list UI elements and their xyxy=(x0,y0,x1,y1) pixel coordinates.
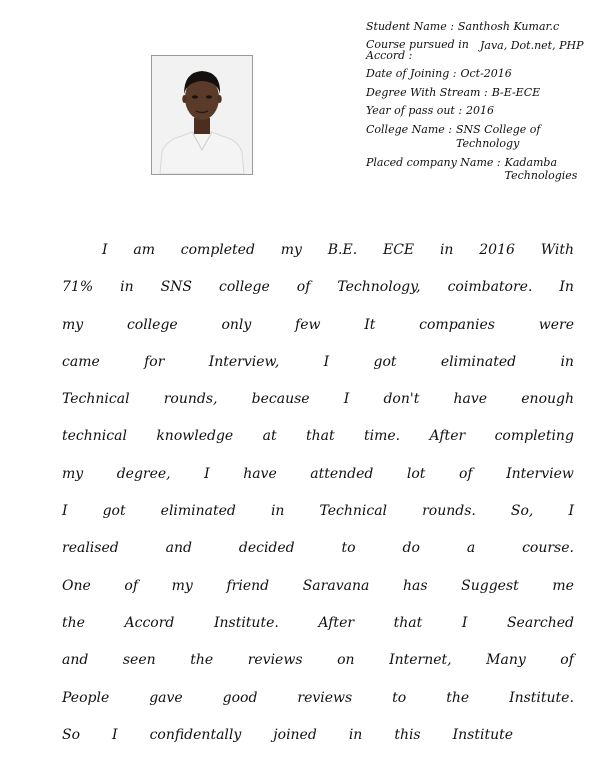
testimonial-line: realised and decided to do a course. xyxy=(62,540,574,557)
testimonial-line: I got eliminated in Technical rounds. So, I xyxy=(62,503,574,520)
student-photo xyxy=(151,55,253,175)
detail-student-name xyxy=(366,20,594,34)
detail-label: College Name : xyxy=(366,123,456,151)
testimonial-line: One of my friend Saravana has Suggest me xyxy=(62,577,574,594)
student-details xyxy=(366,20,594,188)
testimonial-text xyxy=(62,232,574,754)
testimonial-line: came for Interview, I got eliminated in xyxy=(62,353,574,370)
testimonial-line: 71% in SNS college of Technology, coimbatore. In xyxy=(62,279,574,296)
detail-label: Placed company Name : xyxy=(366,156,505,184)
testimonial-line: People gave good reviews to the Institute. xyxy=(62,689,574,706)
detail-label: Course pursued in Accord : xyxy=(366,39,480,62)
detail-label: Student Name : xyxy=(366,20,458,34)
detail-label: Date of Joining : xyxy=(366,67,460,81)
detail-value: Santhosh Kumar.c xyxy=(457,20,560,33)
detail-value: Oct-2016 xyxy=(460,66,512,80)
testimonial-line: and seen the reviews on Internet, Many of xyxy=(62,652,574,669)
testimonial-line: I am completed my B.E. ECE in 2016 With xyxy=(102,242,574,258)
detail-placed-company xyxy=(366,156,594,184)
detail-label: Degree With Stream : xyxy=(366,86,492,100)
detail-course xyxy=(366,39,594,62)
detail-degree xyxy=(366,86,594,100)
testimonial-line: my college only few It companies were xyxy=(62,316,574,333)
detail-date-of-joining xyxy=(366,67,594,81)
testimonial-line: Technical rounds, because I don't have enough xyxy=(62,391,574,408)
testimonial-line: my degree, I have attended lot of Interview xyxy=(62,465,574,482)
detail-label: Year of pass out : xyxy=(366,104,466,118)
testimonial-line: So I confidentally joined in this Institute xyxy=(62,726,514,743)
detail-value: Java, Dot.net, PHP xyxy=(480,38,584,52)
detail-value: SNS College of Technology xyxy=(455,123,541,150)
detail-college-name xyxy=(366,123,594,151)
detail-value: 2016 xyxy=(466,104,495,118)
detail-value: B-E-ECE xyxy=(491,85,541,99)
testimonial-line: technical knowledge at that time. After completing xyxy=(62,428,574,445)
student-portrait-icon xyxy=(152,56,252,174)
testimonial-line: the Accord Institute. After that I Searched xyxy=(62,614,574,631)
detail-year-of-pass-out xyxy=(366,104,594,118)
detail-value: Kadamba Technologies xyxy=(504,155,578,183)
